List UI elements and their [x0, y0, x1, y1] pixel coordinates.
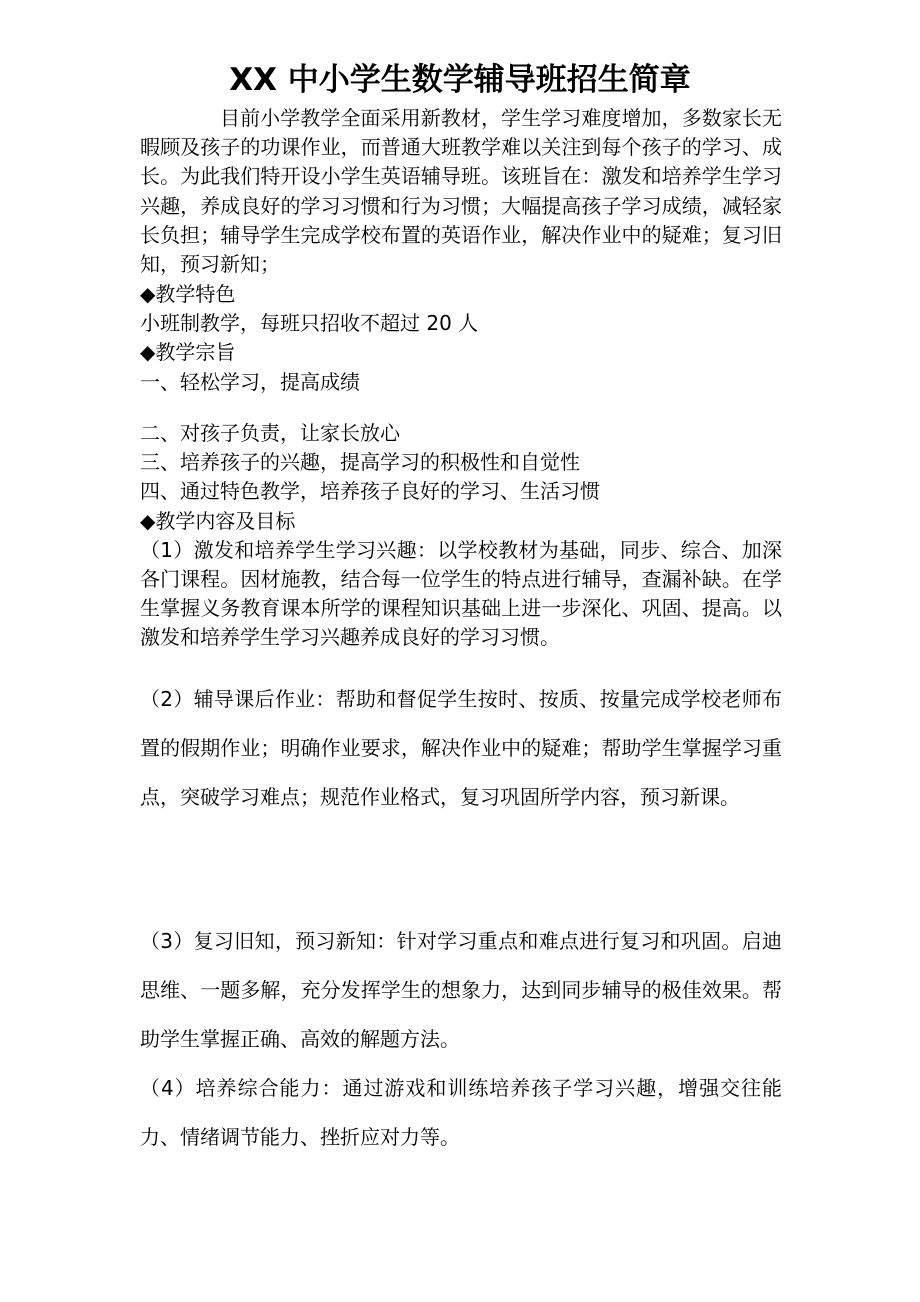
content-item-2-block — [140, 675, 782, 822]
content-item: （2）辅导课后作业：帮助和督促学生按时、按质、按量完成学校老师布置的假期作业；明确作业要求，解决作业中的疑难；帮助学生掌握学习重点，突破学习难点；规范作业格式，复习巩固所学内容，预习新课。 — [140, 687, 782, 809]
document-title: XX 中小学生数学辅导班招生简章 — [229, 62, 691, 98]
purpose-item: 二、对孩子负责，让家长放心 — [140, 421, 400, 445]
features-text: 小班制教学，每班只招收不超过 20 人 — [140, 311, 479, 336]
content-item: （4）培养综合能力：通过游戏和训练培养孩子学习兴趣，增强交往能力、情绪调节能力、挫折应对力等。 — [140, 1076, 782, 1149]
purpose-heading: ◆教学宗旨 — [140, 340, 236, 365]
content-item: （1）激发和培养学生学习兴趣：以学校教材为基础，同步、综合、加深各门课程。因材施教，结合每一位学生的特点进行辅导，查漏补缺。在学生掌握义务教育课本所学的课程知识基础上进一步深化、巩固、提高。以激发和培养学生学习兴趣养成良好的学习习惯。 — [140, 537, 782, 650]
features-heading: ◆教学特色 — [140, 282, 236, 306]
content-heading: ◆教学内容及目标 — [140, 508, 296, 533]
content-item: （3）复习旧知，预习新知：针对学习重点和难点进行复习和巩固。启迪思维、一题多解，充分发挥学生的想象力，达到同步辅导的极佳效果。帮助学生掌握正确、高效的解题方法。 — [140, 929, 782, 1051]
purpose-section — [140, 419, 782, 653]
features-section — [140, 280, 782, 397]
intro-text: 目前小学教学全面采用新教材，学生学习难度增加，多数家长无暇顾及孩子的功课作业，而普通大班教学难以关注到每个孩子的学习、成长。为此我们特开设小学生英语辅导班。该班旨在：激发和培养学生学习兴趣，养成良好的学习习惯和行为习惯；大幅提高孩子学习成绩，减轻家长负担；辅导学生完成学校布置的英语作业，解决作业中的疑难；复习旧知，预习新知； — [140, 106, 782, 277]
purpose-item: 一、轻松学习，提高成绩 — [140, 369, 360, 394]
content-item-3-block — [140, 917, 782, 1162]
intro-paragraph — [140, 104, 782, 279]
purpose-item: 三、培养孩子的兴趣，提高学习的积极性和自觉性 — [140, 450, 580, 475]
purpose-item: 四、通过特色教学，培养孩子良好的学习、生活习惯 — [140, 479, 600, 504]
